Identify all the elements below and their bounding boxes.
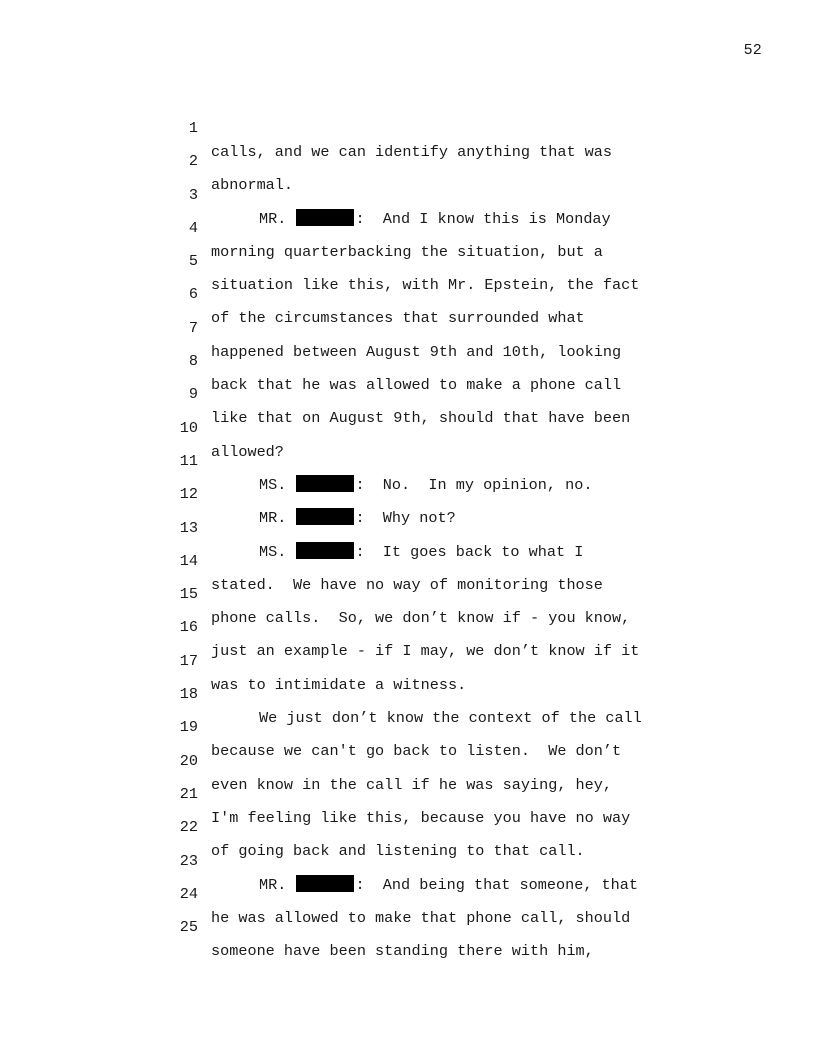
line-number: 2 [188,152,198,171]
line-text: phone calls. So, we don’t know if - you know, [211,609,631,628]
line-text: : And I know this is Monday [355,209,611,228]
line-number: 22 [179,818,198,837]
transcript-line [170,225,730,295]
line-number: 9 [188,385,198,404]
line-number: 10 [179,418,198,437]
transcript-line [170,192,730,261]
transcript-line [170,625,730,694]
line-text: was to intimidate a witness. [211,675,467,694]
line-text: : It goes back to what I [355,542,584,561]
line-number: 5 [188,252,198,271]
line-text: situation like this, with Mr. Epstein, the fact [211,276,640,295]
line-text: like that on August 9th, should that have been [211,409,631,428]
line-number: 20 [179,751,198,770]
transcript-line [170,325,730,395]
line-number: 24 [179,884,198,903]
line-number: 19 [179,718,198,737]
speaker-title: MS. [259,542,287,561]
line-text: stated. We have no way of monitoring those [211,575,603,594]
line-text: back that he was allowed to make a phone call [211,376,622,395]
line-number: 11 [179,451,198,470]
transcript-body [170,92,730,961]
line-number: 6 [188,285,198,304]
line-number: 15 [179,585,198,604]
transcript-line [170,125,730,195]
line-text: We just don’t know the context of the call [259,709,642,728]
line-text: : Why not? [355,509,456,528]
line-text: : No. In my opinion, no. [355,475,593,494]
line-text: happened between August 9th and 10th, looking [211,342,622,361]
line-number: 25 [179,918,198,937]
transcript-line [170,92,730,161]
transcript-line [170,292,730,361]
transcript-line [170,758,730,827]
speaker-title: MR. [259,509,287,528]
transcript-line [170,258,730,328]
transcript-line [170,159,730,228]
line-number: 18 [179,685,198,704]
transcript-line [170,891,730,961]
line-text: of going back and listening to that call. [211,842,585,861]
speaker-title: MR. [259,875,287,894]
line-text: he was allowed to make that phone call, should [211,908,631,927]
line-text: abnormal. [211,176,294,195]
speaker-title: MS. [259,475,287,494]
line-number: 16 [179,618,198,637]
line-text: calls, and we can identify anything that was [211,143,613,161]
line-text: just an example - if I may, we don’t know if it [211,642,640,661]
line-number: 17 [179,651,198,670]
transcript-line [170,425,730,494]
page-number: 52 [743,42,762,59]
line-text: because we can't go back to listen. We don’t [211,742,622,761]
line-number: 8 [188,352,198,371]
line-number: 4 [188,218,198,237]
line-number: 14 [179,551,198,570]
line-text: morning quarterbacking the situation, but a [211,242,603,261]
line-number: 23 [179,851,198,870]
line-number: 1 [188,119,198,137]
line-number: 3 [188,185,198,204]
line-text: of the circumstances that surrounded what [211,309,585,328]
line-text: even know in the call if he was saying, hey, [211,775,613,794]
line-number: 12 [179,485,198,504]
line-text: allowed? [211,442,284,461]
line-number: 21 [179,784,198,803]
line-number: 13 [179,518,198,537]
transcript-line [170,858,730,927]
line-number: 7 [188,318,198,337]
transcript-line [170,525,730,594]
line-text: someone have been standing there with him, [211,942,594,961]
line-text: : And being that someone, that [355,875,639,894]
speaker-title: MR. [259,209,287,228]
line-text: I'm feeling like this, because you have no way [211,808,631,827]
